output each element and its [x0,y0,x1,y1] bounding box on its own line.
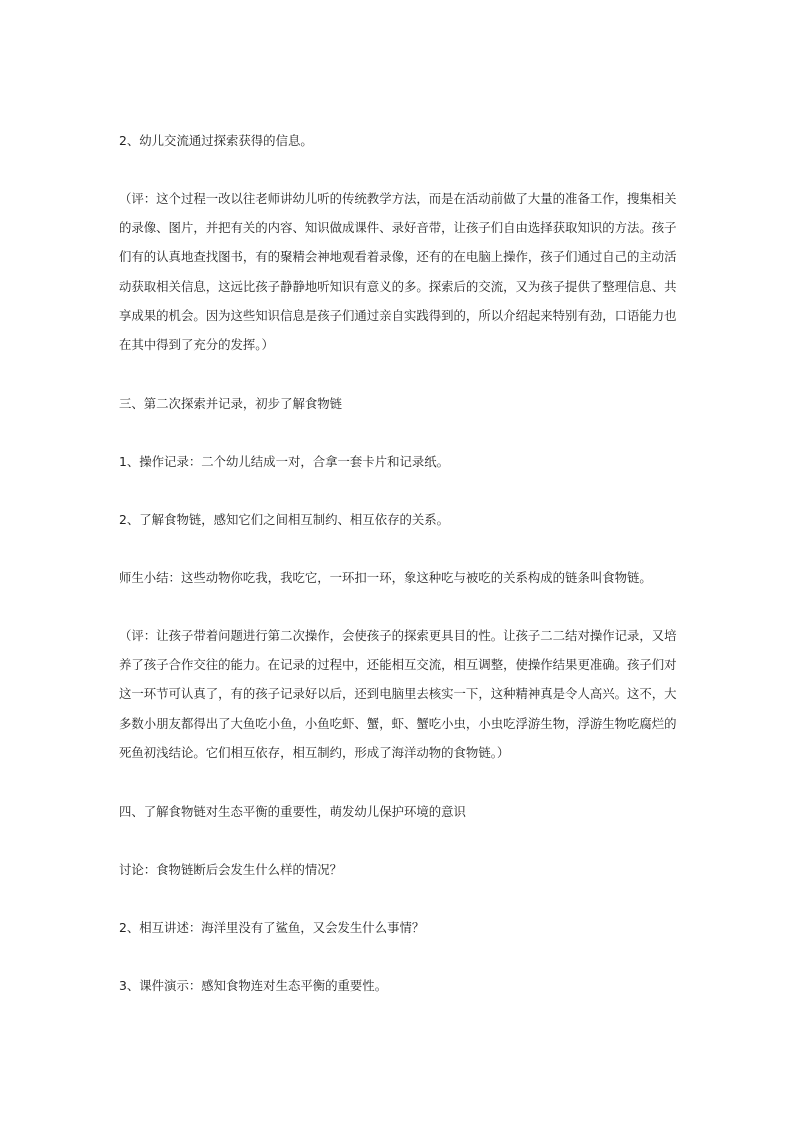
paragraph-mutual-narration: 2、相互讲述：海洋里没有了鲨鱼，又会发生什么事情？ [119,920,425,935]
paragraph-comment-first-exploration: （评：这个过程一改以往老师讲幼儿听的传统教学方法，而是在活动前做了大量的准备工作，搜集相关的录像、图片，并把有关的内容、知识做成课件、录好音带，让孩子们自由选择获取知识的方法。孩子们有的认真地查找图书，有的聚精会神地观看着录像，还有的在电脑上操作，孩子们通过自己的主动活动获取相关信息，这远比孩子静静地听知识有意义的多。探索后的交流，又为孩子提供了整理信息、共享成果的机会。因为这些知识信息是孩子们通过亲自实践得到的，所以介绍起来特别有劲，口语能力也在其中得到了充分的发挥。） [119,191,677,353]
paragraph-understand-food-chain: 2、了解食物链，感知它们之间相互制约、相互依存的关系。 [119,512,450,527]
paragraph-courseware-demo: 3、课件演示：感知食物连对生态平衡的重要性。 [119,978,388,993]
paragraph-discussion: 讨论：食物链断后会发生什么样的情况？ [119,862,343,877]
paragraph-comment-second-exploration: （评：让孩子带着问题进行第二次操作，会使孩子的探索更具目的性。让孩子二二结对操作记录，又培养了孩子合作交往的能力。在记录的过程中，还能相互交流，相互调整，使操作结果更准确。孩子们对这一环节可认真了，有的孩子记录好以后，还到电脑里去核实一下，这种精神真是令人高兴。这不，大多数小朋友都得出了大鱼吃小鱼，小鱼吃虾、蟹，虾、蟹吃小虫，小虫吃浮游生物，浮游生物吃腐烂的死鱼初浅结论。它们相互依存，相互制约，形成了海洋动物的食物链。） [119,628,677,760]
section-heading-ecological-balance: 四、了解食物链对生态平衡的重要性，萌发幼儿保护环境的意识 [119,804,466,819]
paragraph-summary: 师生小结：这些动物你吃我，我吃它，一环扣一环，象这种吃与被吃的关系构成的链条叫食物链。 [119,570,652,585]
section-heading-second-exploration: 三、第二次探索并记录，初步了解食物链 [119,396,343,411]
paragraph-exchange-info: 2、幼儿交流通过探索获得的信息。 [119,133,313,148]
paragraph-operation-record: 1、操作记录：二个幼儿结成一对，合拿一套卡片和记录纸。 [119,454,450,469]
